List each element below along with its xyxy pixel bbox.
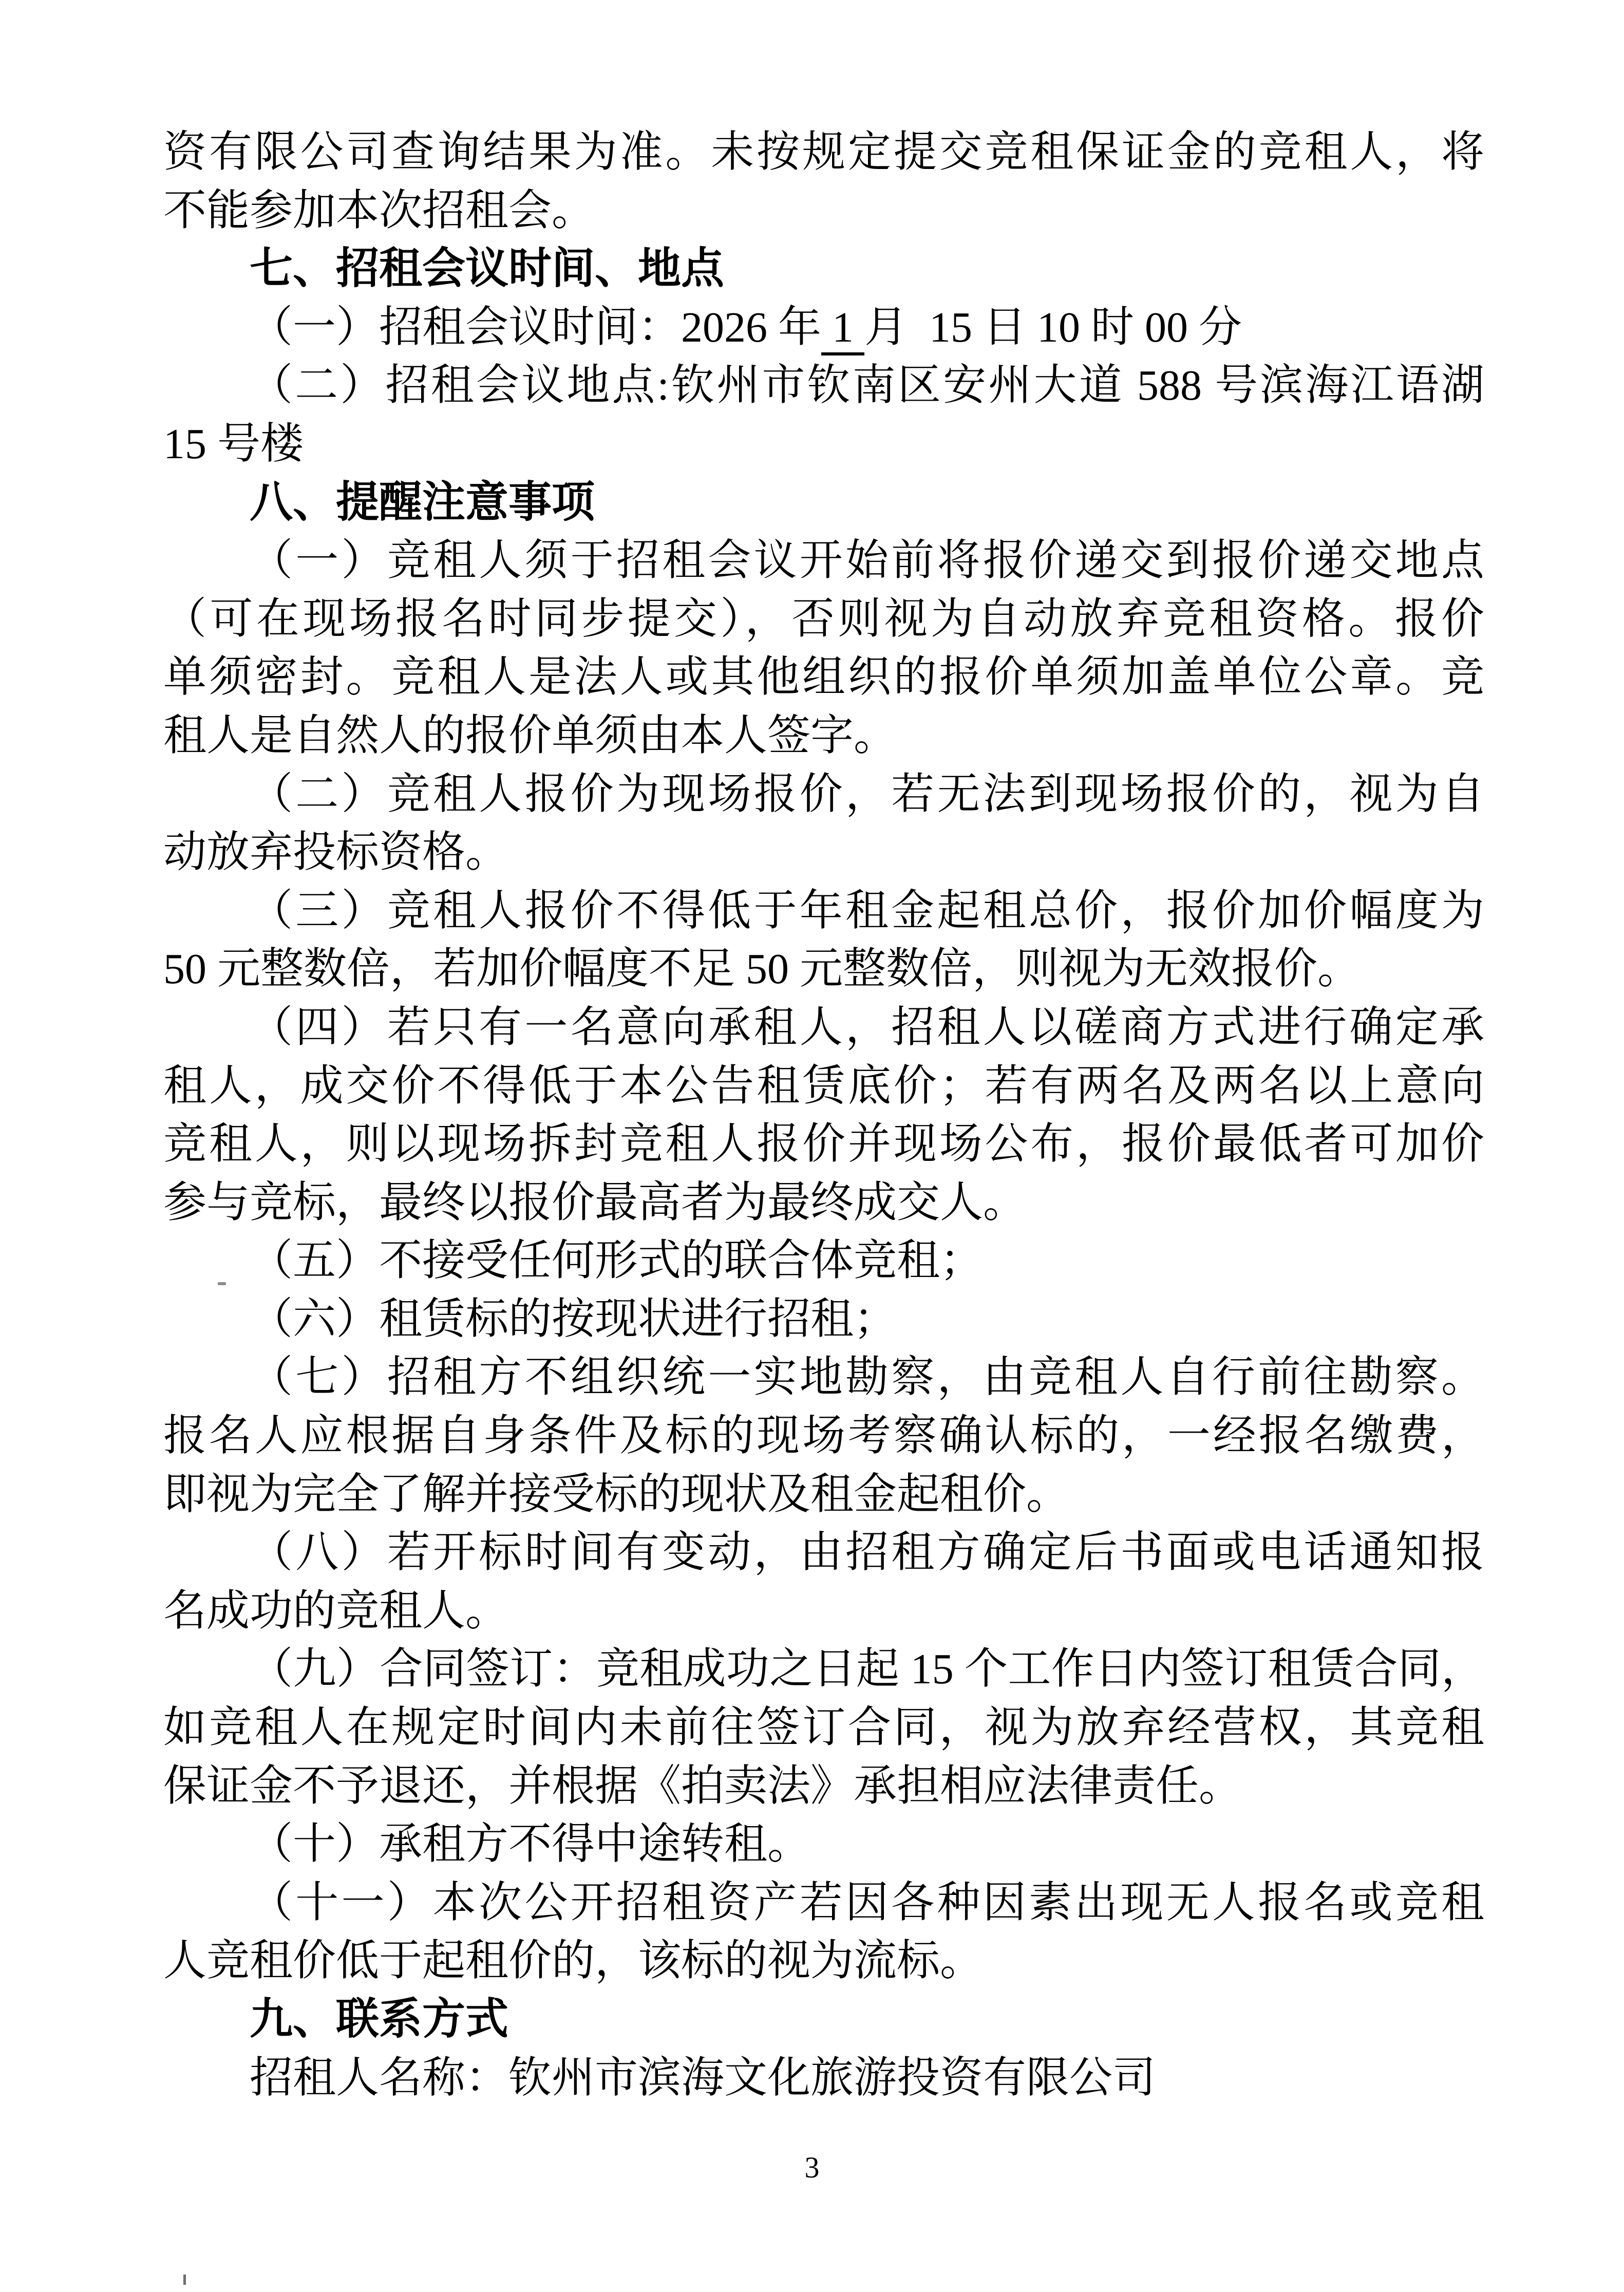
section-heading (163, 1990, 1484, 2049)
text-segment: 租人是自然人的报价单须由本人签字。 (163, 711, 897, 760)
text-line (163, 648, 1484, 707)
text-segment: 竞租人，则以现场拆封竞租人报价并现场公布，报价最低者可加价 (163, 1120, 1484, 1169)
text-line (163, 823, 1484, 882)
text-line (163, 1874, 1484, 1932)
ink-speck (218, 1282, 226, 1285)
text-line (163, 1582, 1484, 1641)
text-segment: （三）竞租人报价不得低于年租金起租总价，报价加价幅度为 (250, 887, 1484, 935)
document-body (163, 123, 1484, 2107)
text-segment: （九）合同签订：竞租成功之日起 15 个工作日内签订租赁合同， (250, 1645, 1484, 1694)
text-line (163, 1407, 1484, 1466)
text-segment: 单须密封。竞租人是法人或其他组织的报价单须加盖单位公章。竞 (163, 653, 1484, 702)
underline-blank: 1 (821, 304, 864, 355)
text-segment: 报名人应根据自身条件及标的现场考察确认标的，一经报名缴费， (163, 1412, 1484, 1460)
text-segment: 15 号楼 (163, 420, 304, 468)
text-segment: （二）招租会议地点:钦州市钦南区安州大道 588 号滨海江语湖 (250, 362, 1484, 410)
text-line (163, 707, 1484, 765)
text-segment: 不能参加本次招租会。 (163, 186, 595, 235)
text-line (163, 298, 1484, 357)
text-line (163, 1057, 1484, 1116)
text-segment: 50 元整数倍，若加价幅度不足 50 元整数倍，则视为无效报价。 (163, 945, 1361, 993)
text-line (163, 1524, 1484, 1582)
text-line (163, 1757, 1484, 1816)
text-line (163, 765, 1484, 824)
text-line (163, 1932, 1484, 1990)
text-segment: （可在现场报名时同步提交），否则视为自动放弃竞租资格。报价 (163, 595, 1484, 643)
text-segment: 八、提醒注意事项 (250, 478, 595, 527)
section-heading (163, 240, 1484, 298)
text-segment: 九、联系方式 (250, 1996, 509, 2043)
text-segment: 人竞租价低于起租价的，该标的视为流标。 (163, 1937, 984, 1985)
text-segment: （八）若开标时间有变动，由招租方确定后书面或电话通知报 (250, 1529, 1484, 1577)
text-segment: 租人，成交价不得低于本公告租赁底价；若有两名及两名以上意向 (163, 1062, 1484, 1110)
text-segment: （十一）本次公开招租资产若因各种因素出现无人报名或竞租 (250, 1878, 1484, 1927)
text-line (163, 1640, 1484, 1699)
text-line (163, 1815, 1484, 1874)
text-line (163, 1174, 1484, 1232)
text-segment: （四）若只有一名意向承租人，招租人以磋商方式进行确定承 (250, 1003, 1484, 1051)
text-segment: 如竞租人在规定时间内未前往签订合同，视为放弃经营权，其竞租 (163, 1704, 1484, 1752)
text-line (163, 882, 1484, 941)
text-segment: （六）租赁标的按现状进行招租； (250, 1295, 897, 1343)
text-segment: （十）承租方不得中途转租。 (250, 1820, 811, 1869)
text-segment: （二）竞租人报价为现场报价，若无法到现场报价的，视为自 (250, 770, 1484, 818)
text-line (163, 999, 1484, 1057)
text-line (163, 1290, 1484, 1349)
scan-mark (183, 2275, 186, 2285)
text-line (163, 182, 1484, 240)
text-segment: 保证金不予退还，并根据《拍卖法》承担相应法律责任。 (163, 1762, 1242, 1810)
text-line (163, 1115, 1484, 1174)
text-line (163, 123, 1484, 182)
text-segment: 名成功的竞租人。 (163, 1587, 509, 1635)
text-segment: （五）不接受任何形式的联合体竞租； (250, 1237, 984, 1285)
text-segment: 月 15 日 10 时 00 分 (864, 303, 1242, 351)
text-line (163, 940, 1484, 999)
text-segment: 七、招租会议时间、地点 (250, 245, 725, 293)
text-line (163, 415, 1484, 474)
text-segment: 招租人名称：钦州市滨海文化旅游投资有限公司 (250, 2054, 1156, 2102)
text-line (163, 590, 1484, 649)
text-segment: （七）招租方不组织统一实地勘察，由竞租人自行前往勘察。 (250, 1354, 1484, 1402)
text-segment: （一）招租会议时间：2026 年 (250, 303, 822, 351)
section-heading (163, 474, 1484, 532)
text-segment: 动放弃投标资格。 (163, 829, 509, 877)
text-segment: （一）竞租人须于招租会议开始前将报价递交到报价递交地点 (250, 537, 1484, 585)
text-segment: 参与竞标，最终以报价最高者为最终成交人。 (163, 1178, 1027, 1227)
text-segment: 资有限公司查询结果为准。未按规定提交竞租保证金的竞租人，将 (163, 128, 1484, 176)
page-number: 3 (804, 2151, 820, 2184)
text-line (163, 1348, 1484, 1407)
text-line (163, 1232, 1484, 1290)
text-line (163, 2049, 1484, 2108)
text-line (163, 356, 1484, 415)
text-line (163, 532, 1484, 590)
text-line (163, 1699, 1484, 1757)
text-line (163, 1466, 1484, 1524)
text-segment: 即视为完全了解并接受标的现状及租金起租价。 (163, 1470, 1070, 1518)
